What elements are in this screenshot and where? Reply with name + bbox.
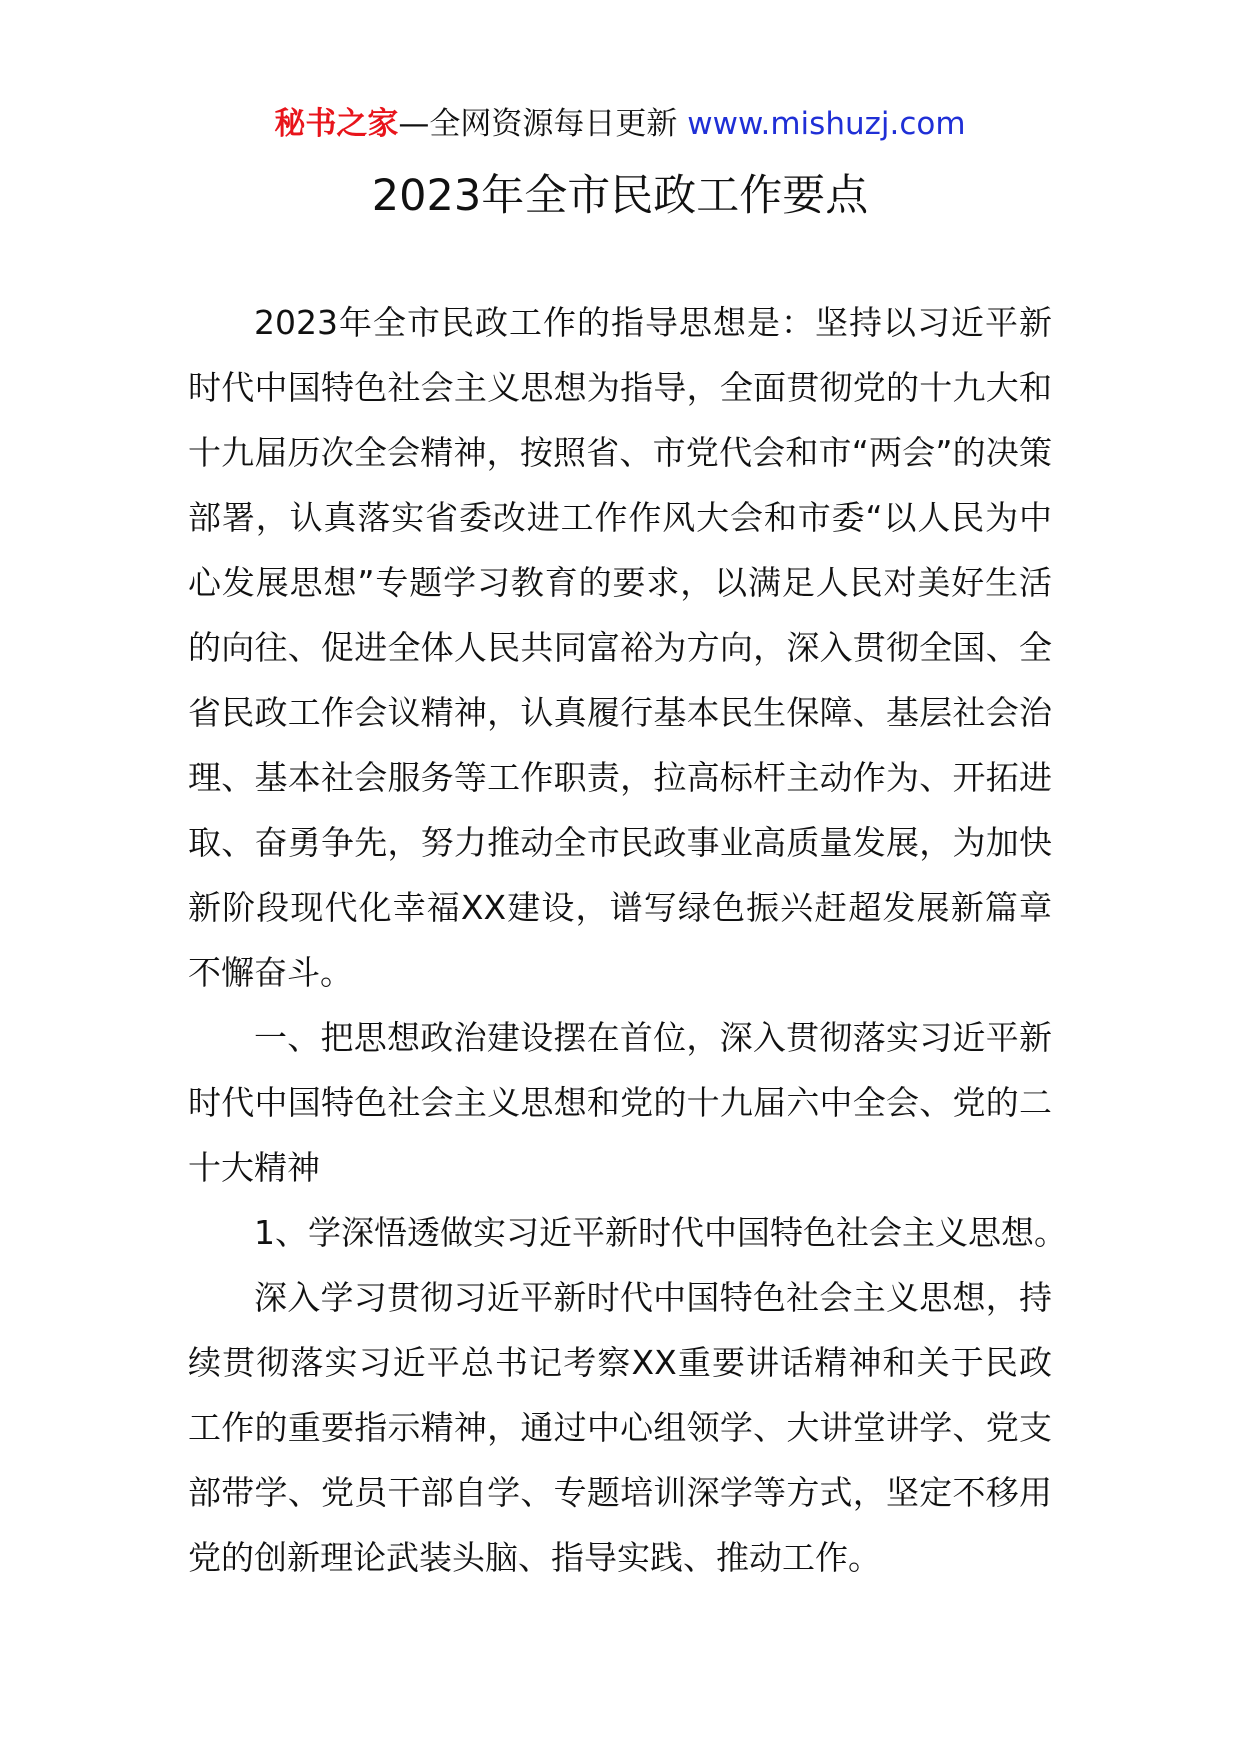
paragraph-subsection-1: 深入学习贯彻习近平新时代中国特色社会主义思想，持续贯彻落实习近平总书记考察XX重要讲话精神和关于民政工作的重要指示精神，通过中心组领学、大讲堂讲学、党支部带学、党员干部自学、专题培训深学等方式，坚定不移用党的创新理论武装头脑、指导实践、推动工作。	[188, 1278, 1052, 1577]
brand-name: 秘书之家	[274, 106, 399, 142]
site-header	[0, 104, 1240, 144]
document-title: 2023年全市民政工作要点	[371, 171, 869, 221]
header-slogan: —全网资源每日更新	[398, 106, 678, 142]
site-url-link[interactable]: www.mishuzj.com	[687, 106, 966, 142]
document-body	[188, 290, 1067, 1590]
subsection-heading-1: 1、学深悟透做实习近平新时代中国特色社会主义思想。	[254, 1213, 1067, 1252]
paragraph-guiding-thought: 2023年全市民政工作的指导思想是：坚持以习近平新时代中国特色社会主义思想为指导，全面贯彻党的十九大和十九届历次全会精神，按照省、市党代会和市“两会”的决策部署，认真落实省委改进工作作风大会和市委“以人民为中心发展思想”专题学习教育的要求，以满足人民对美好生活的向往、促进全体人民共同富裕为方向，深入贯彻全国、全省民政工作会议精神，认真履行基本民生保障、基层社会治理、基本社会服务等工作职责，拉高标杆主动作为、开拓进取、奋勇争先，努力推动全市民政事业高质量发展，为加快新阶段现代化幸福XX建设，谱写绿色振兴赶超发展新篇章不懈奋斗。	[188, 303, 1052, 992]
section-heading-1: 一、把思想政治建设摆在首位，深入贯彻落实习近平新时代中国特色社会主义思想和党的十九届六中全会、党的二十大精神	[188, 1018, 1052, 1187]
